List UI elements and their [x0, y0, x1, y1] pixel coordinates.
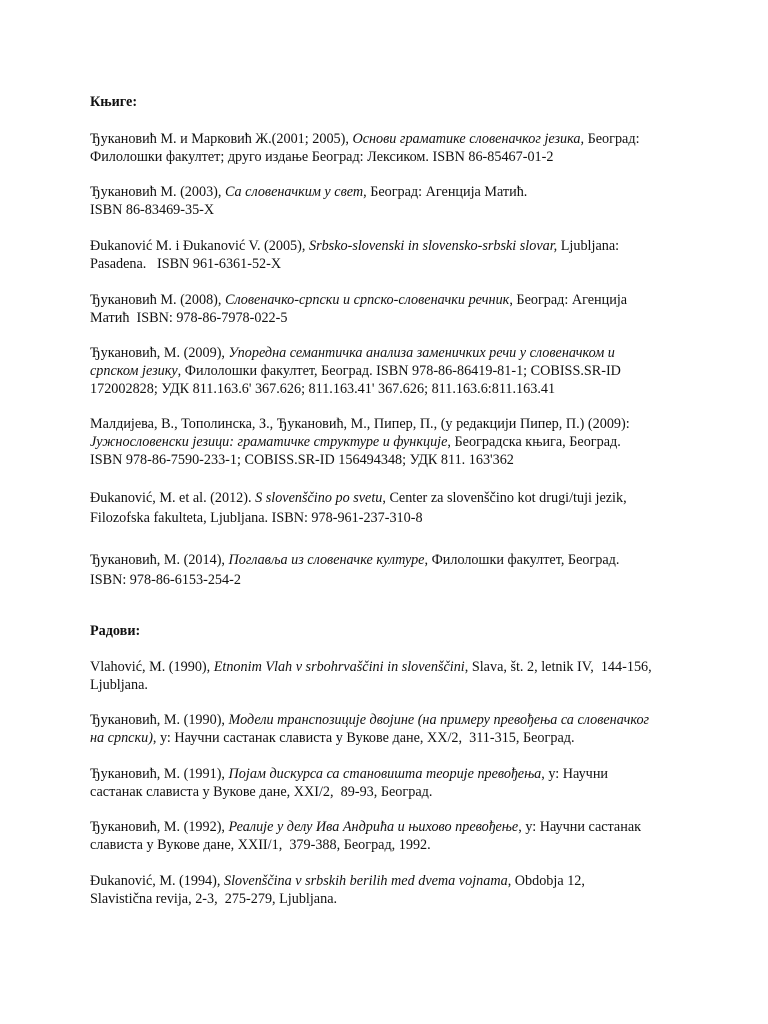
entry-line	[90, 451, 690, 469]
entry-text: Ђукановић М. (2003),	[90, 184, 225, 200]
entry-line	[90, 309, 690, 327]
entry-text: Đukanović, M. et al. (2012).	[90, 490, 256, 506]
entry-line	[90, 130, 690, 148]
book-entry	[90, 291, 690, 327]
entry-text: Ђукановић, М. (1990),	[90, 712, 229, 728]
entry-text: Малдијева, В., Тополинска, З., Ђукановић, М., Пипер, П., (у редакцији Пипер, П.) (2009):	[90, 416, 630, 432]
entry-title: Са словеначким у свет	[224, 184, 364, 200]
entry-line	[90, 729, 690, 747]
entry-text: Ђукановић М. (2008),	[90, 292, 225, 308]
entry-title: Појам дискурса са становишта теорије превођења	[228, 766, 542, 782]
entry-line	[90, 148, 690, 166]
entry-text: Матић ISBN: 978-86-7978-022-5	[90, 310, 288, 326]
entry-text: Đukanović M. i Đukanović V. (2005),	[90, 238, 309, 254]
entry-line	[90, 711, 690, 729]
entry-line	[90, 765, 690, 783]
entry-line	[90, 818, 690, 836]
entry-title: Etnonim Vlah v srbohrvaščini in slovenščini	[213, 659, 465, 675]
entry-text: Filozofska fakulteta, Ljubljana. ISBN: 978-961-237-310-8	[90, 510, 423, 526]
entry-text: 172002828; УДК 811.163.6' 367.626; 811.163.41' 367.626; 811.163.6:811.163.41	[90, 381, 556, 397]
entry-title: Упоредна семантичка анализа заменичких речи у словеначком и	[228, 345, 615, 361]
entry-title: Реалије у делу Ива Андрића и њихово превођење	[228, 819, 519, 835]
entry-text: слависта у Вукове дане, XXII/1, 379-388, Београд, 1992.	[90, 837, 431, 853]
entry-text: ISBN 978-86-7590-233-1; COBISS.SR-ID 156494348; УДК 811. 163'362	[90, 452, 514, 468]
entry-text: Ђукановић М. и Марковић Ж.(2001; 2005),	[90, 131, 353, 147]
book-entry	[90, 550, 690, 590]
entry-text: Vlahović, M. (1990),	[90, 659, 214, 675]
entry-line	[90, 380, 690, 398]
paper-entry	[90, 872, 690, 908]
entry-text: Ђукановић, М. (1991),	[90, 766, 229, 782]
entry-line	[90, 872, 690, 890]
entry-line	[90, 676, 690, 694]
entry-line	[90, 255, 690, 273]
entry-text: , Center za slovenščino kot drugi/tuji jezik,	[382, 490, 627, 506]
entry-title: српском језику	[90, 363, 178, 379]
entry-text: Ljubljana.	[90, 677, 148, 693]
entry-line	[90, 291, 690, 309]
book-entry	[90, 237, 690, 273]
entry-text: састанак слависта у Вукове дане, XXI/2, 89-93, Београд.	[90, 784, 433, 800]
entry-line	[90, 344, 690, 362]
books-heading: Књиге:	[90, 94, 138, 110]
entry-line	[90, 890, 690, 908]
entry-text: , Obdobja 12,	[507, 873, 585, 889]
entry-text: Pasadena. ISBN 961-6361-52-X	[90, 256, 282, 272]
entry-line	[90, 362, 690, 380]
entry-text: Đukanović, M. (1994),	[90, 873, 224, 889]
entry-line	[90, 508, 690, 528]
entry-line	[90, 783, 690, 801]
paper-entry	[90, 818, 690, 854]
entry-line	[90, 415, 690, 433]
entry-title: Словеначко-српски и српско-словеначки речник	[224, 292, 510, 308]
paper-entry	[90, 765, 690, 801]
paper-entry	[90, 711, 690, 747]
entry-text: Филолошки факултет; друго издање Београд: Лексиком. ISBN 86-85467-01-2	[90, 149, 554, 165]
book-entry	[90, 488, 690, 528]
entry-text: , у: Научни	[541, 766, 609, 782]
entry-text: , Филолошки факултет, Београд.	[424, 552, 620, 568]
entry-text: Ђукановић, М. (1992),	[90, 819, 229, 835]
entry-text: , у: Научни састанак	[518, 819, 642, 835]
entry-title: Јужнословенски језици: граматичке структуре и функције	[90, 434, 448, 450]
entry-text: , Београд: Агенција Матић.	[363, 184, 528, 200]
entry-line	[90, 433, 690, 451]
entry-text: , Филолошки факултет, Београд. ISBN 978-86-86419-81-1; COBISS.SR-ID	[177, 363, 621, 379]
entry-title: Поглавља из словеначке културе	[228, 552, 425, 568]
entry-line	[90, 201, 690, 219]
book-entry	[90, 415, 690, 469]
entry-text: Slavistična revija, 2-3, 275-279, Ljubljana.	[90, 891, 338, 907]
entry-title: Основи граматике словеначког језика,	[352, 131, 585, 147]
entry-line	[90, 570, 690, 590]
entry-text: , Београдска књига, Београд.	[447, 434, 621, 450]
entry-title: Модели транспозиције двојине (на примеру превођења са словеначког	[228, 712, 650, 728]
entry-text: Ђукановић, М. (2009),	[90, 345, 229, 361]
entry-text: , Slava, št. 2, letnik IV, 144-156,	[464, 659, 652, 675]
entry-text: , у: Научни састанак слависта у Вукове дане, XX/2, 311-315, Београд.	[152, 730, 575, 746]
entry-title: Srbsko-slovenski in slovensko-srbski slovar,	[308, 238, 558, 254]
entry-text: Ђукановић, М. (2014),	[90, 552, 229, 568]
entry-text: ISBN 86-83469-35-X	[90, 202, 215, 218]
entry-title: на српски)	[90, 730, 153, 746]
entry-title: Slovenščina v srbskih berilih med dvema vojnama	[223, 873, 508, 889]
book-entry	[90, 344, 690, 398]
book-entry	[90, 130, 690, 166]
entry-text: , Београд: Агенција	[509, 292, 628, 308]
entry-text: Београд:	[584, 131, 640, 147]
book-entry	[90, 183, 690, 219]
entry-title: S slovenščino po svetu	[255, 490, 383, 506]
entry-line	[90, 836, 690, 854]
entry-text: Ljubljana:	[557, 238, 620, 254]
entry-line	[90, 488, 690, 508]
entry-line	[90, 658, 690, 676]
entry-line	[90, 550, 690, 570]
paper-entry	[90, 658, 690, 694]
entry-text: ISBN: 978-86-6153-254-2	[90, 572, 241, 588]
entry-line	[90, 183, 690, 201]
entry-line	[90, 237, 690, 255]
papers-heading: Радови:	[90, 623, 141, 639]
